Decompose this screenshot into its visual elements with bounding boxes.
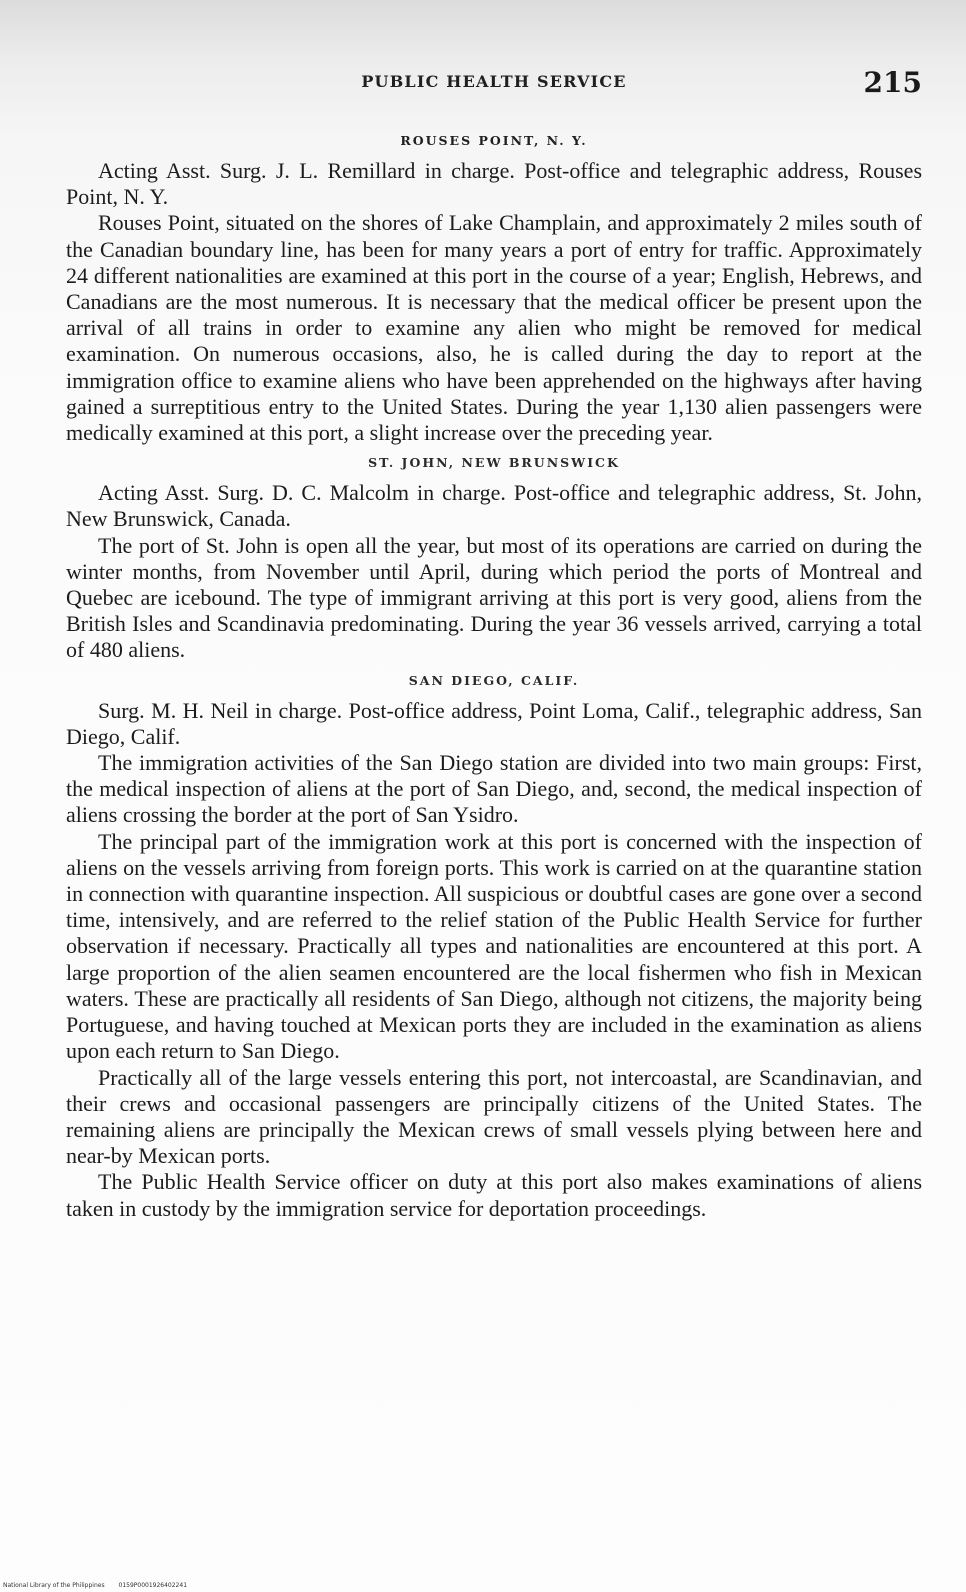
paragraph: Practically all of the large vessels entering this port, not intercoastal, are Scandinavian, and their crews and occasional passengers are principally citizens of the United States. The remaining aliens are principally the Mexican crews of small vessels plying between here and near-by Mexican ports. [66,1064,922,1169]
paragraph: The port of St. John is open all the year, but most of its operations are carried on during the winter months, from November until April, during which period the ports of Montreal and Quebec are icebound. The type of immigrant arriving at this port is very good, aliens from the British Isles and Scandinavia predominating. During the year 36 vessels arrived, carrying a total of 480 aliens. [66,532,922,663]
paragraph: Acting Asst. Surg. D. C. Malcolm in charge. Post-office and telegraphic address, St. John, New Brunswick, Canada. [66,480,922,532]
section-st-john [66,446,922,663]
body-text [66,124,922,1222]
library-credit: National Library of the Philippines [3,1582,105,1589]
section-heading: SAN DIEGO, CALIF. [408,672,580,688]
page-number: 215 [863,66,922,99]
running-title: PUBLIC HEALTH SERVICE [361,72,627,91]
paragraph: Acting Asst. Surg. J. L. Remillard in charge. Post-office and telegraphic address, Rouses Point, N. Y. [66,158,922,210]
running-head [66,66,922,100]
paragraph: The principal part of the immigration work at this port is concerned with the inspection of aliens on the vessels arriving from foreign ports. This work is carried on at the quarantine station in connection with quarantine inspection. All suspicious or doubtful cases are gone over a second time, intensively, and are referred to the relief station of the Public Health Service for further observation if necessary. Practically all types and nationalities are encountered at this port. A large proportion of the alien seamen encountered are the local fishermen who fish in Mexican waters. These are practically all residents of San Diego, although not citizens, the majority being Portuguese, and having touched at Mexican ports they are included in the examination as aliens upon each return to San Diego. [66,828,922,1064]
scan-identifier: 0159P0001926402241 [118,1582,188,1589]
section-heading: ST. JOHN, NEW BRUNSWICK [368,455,620,471]
scan-footer [3,1582,199,1589]
section-rouses-point [66,124,922,446]
section-san-diego [66,664,922,1222]
paragraph: The immigration activities of the San Diego station are divided into two main groups: First, the medical inspection of aliens at the port of San Diego, and, second, the medical inspection of aliens crossing the border at the port of San Ysidro. [66,750,922,828]
paragraph: Surg. M. H. Neil in charge. Post-office address, Point Loma, Calif., telegraphic address, San Diego, Calif. [66,697,922,749]
paragraph: The Public Health Service officer on duty at this port also makes examinations of aliens taken in custody by the immigration service for deportation proceedings. [66,1169,922,1221]
section-heading: ROUSES POINT, N. Y. [400,133,588,148]
paragraph: Rouses Point, situated on the shores of Lake Champlain, and approximately 2 miles south of the Canadian boundary line, has been for many years a port of entry for traffic. Approximately 24 different nationalities are examined at this port in the course of a year; English, Hebrews, and Canadians are the most numerous. It is necessary that the medical officer be present upon the arrival of all trains in order to examine any alien who might be removed for medical examination. On numerous occasions, also, he is called during the day to report at the immigration office to examine aliens who have been apprehended on the highways after having gained a surreptitious entry to the United States. During the year 1,130 alien passengers were medically examined at this port, a slight increase over the preceding year. [66,210,922,446]
